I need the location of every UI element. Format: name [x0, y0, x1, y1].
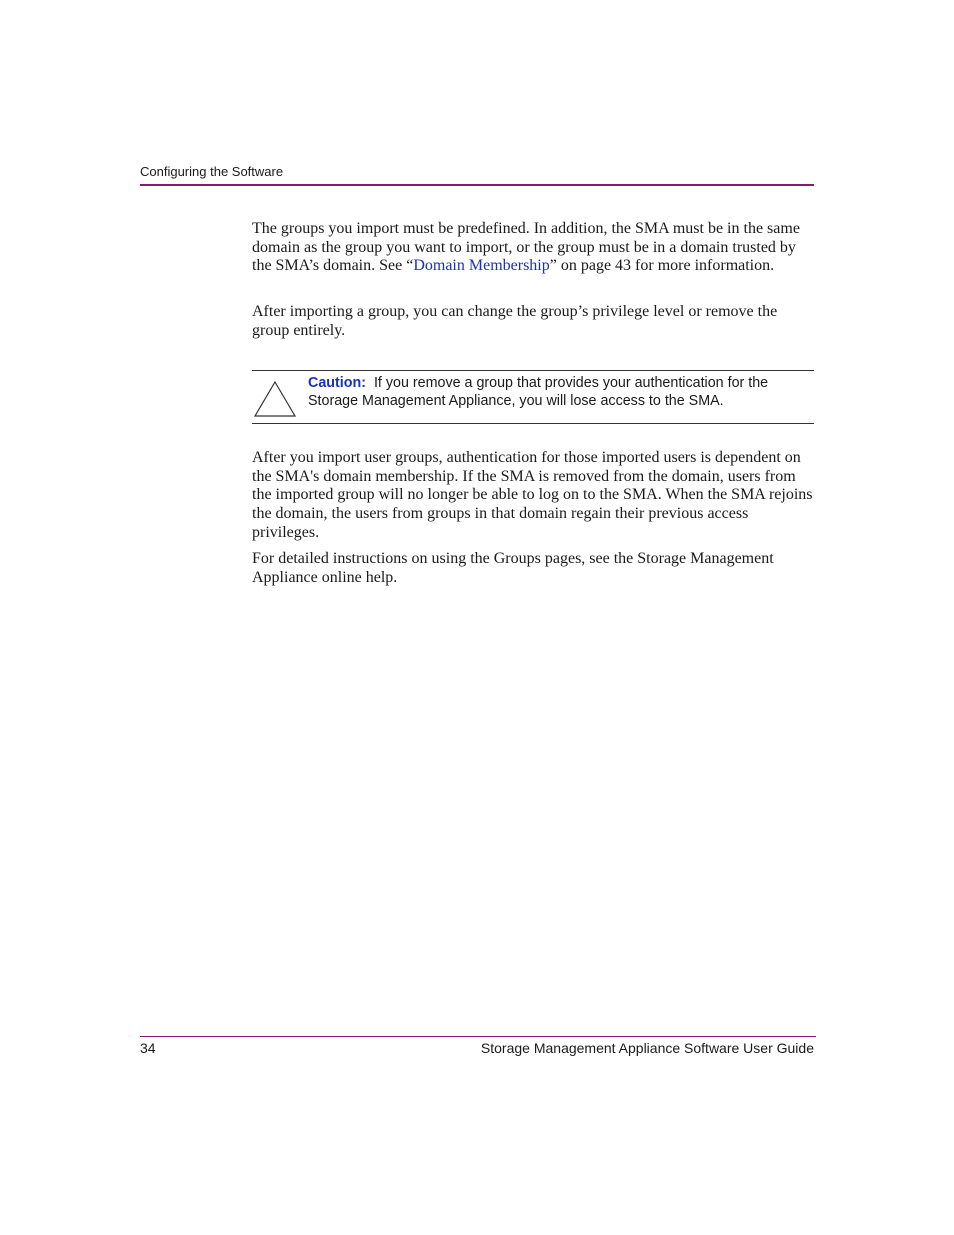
footer-doc-title: Storage Management Appliance Software User Guide	[480, 1040, 814, 1056]
domain-membership-link[interactable]: Domain Membership	[413, 257, 550, 275]
caution-label: Caution:	[308, 375, 366, 391]
paragraph-online-help: For detailed instructions on using the Groups pages, see the Storage Management Appliance online help.	[252, 550, 774, 586]
footer-rule	[140, 1036, 816, 1037]
paragraph-after-importing: After importing a group, you can change the group’s privilege level or remove the group entirely.	[252, 303, 778, 339]
para1-text-before: The groups you import must be predefined. In addition, the SMA must be in the same domain as the group you want to import, or the group must be in a domain trusted by the SMA’s domain. See “	[252, 220, 800, 275]
page-number: 34	[140, 1040, 156, 1056]
caution-rule-top	[252, 370, 814, 371]
caution-triangle-icon	[253, 380, 297, 418]
para1-text-after: ” on page 43 for more information.	[549, 257, 775, 275]
paragraph-import-requirements	[252, 220, 814, 276]
paragraph-domain-dependency: After you import user groups, authentication for those imported users is dependent on the SMA's domain membership. If the SMA is removed from the domain, users from the imported group will no longer be able to log on to the SMA. When the SMA rejoins the domain, the users from groups in that domain regain their previous access privileges.	[252, 449, 813, 541]
caution-text: If you remove a group that provides your authentication for the Storage Management Appliance, you will lose access to the SMA.	[308, 375, 769, 409]
header-rule	[140, 184, 814, 186]
caution-rule-bottom	[252, 423, 814, 424]
running-header: Configuring the Software	[140, 164, 284, 179]
caution-note	[308, 375, 798, 410]
